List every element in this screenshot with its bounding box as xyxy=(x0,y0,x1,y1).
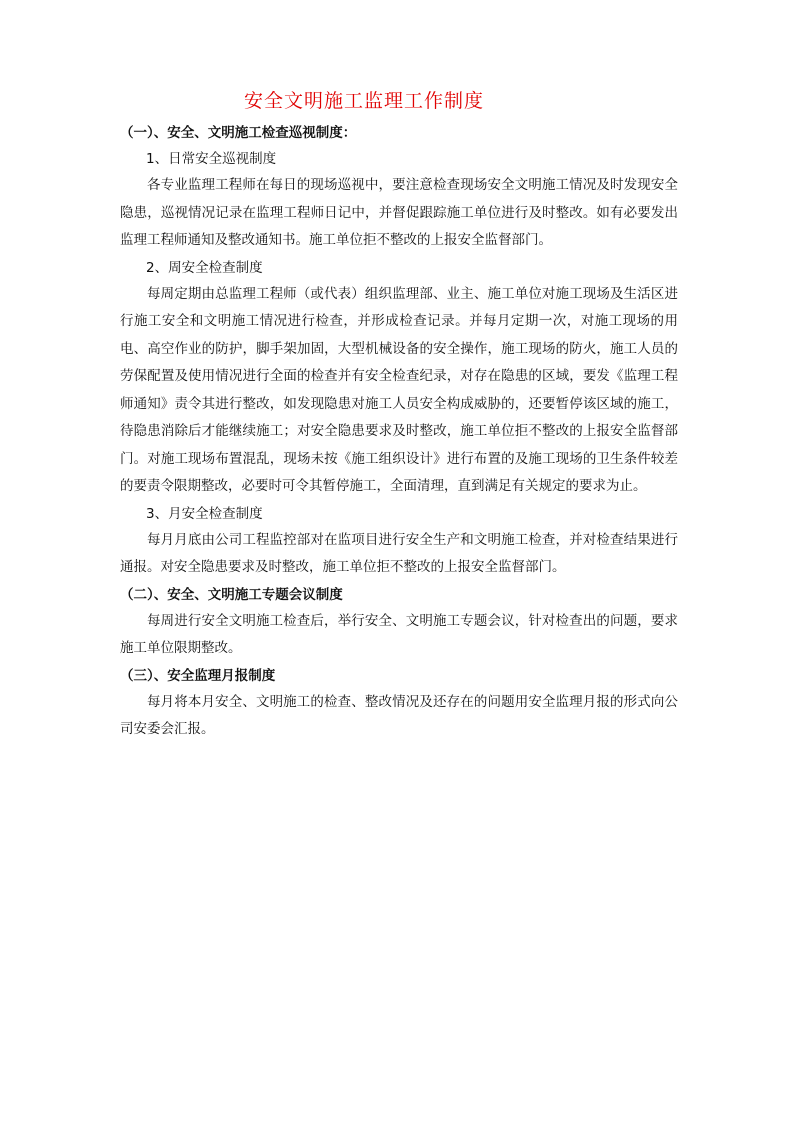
section-2-heading: （二）、安全、文明施工专题会议制度 xyxy=(120,586,343,603)
document-title: 安全文明施工监理工作制度 xyxy=(243,90,484,112)
subsection-3-heading: 3、月安全检查制度 xyxy=(146,505,263,522)
subsection-3-paragraph: 每月月底由公司工程监控部对在监项目进行安全生产和文明施工检查，并对检查结果进行通报。对安全隐患要求及时整改，施工单位拒不整改的上报安全监督部门。 xyxy=(120,531,678,575)
subsection-1-paragraph: 各专业监理工程师在每日的现场巡视中，要注意检查现场安全文明施工情况及时发现安全隐患，巡视情况记录在监理工程师日记中，并督促跟踪施工单位进行及时整改。如有必要发出监理工程师通知及整改通知书。施工单位拒不整改的上报安全监督部门。 xyxy=(120,177,678,248)
section-2-paragraph: 每周进行安全文明施工检查后，举行安全、文明施工专题会议，针对检查出的问题，要求施工单位限期整改。 xyxy=(120,612,678,656)
subsection-2-heading: 2、周安全检查制度 xyxy=(146,259,263,276)
document-body xyxy=(120,120,678,744)
subsection-2-paragraph: 每周定期由总监理工程师（或代表）组织监理部、业主、施工单位对施工现场及生活区进行施工安全和文明施工情况进行检查，并形成检查记录。并每月定期一次，对施工现场的用电、高空作业的防护，脚手架加固，大型机械设备的安全操作，施工现场的防火，施工人员的劳保配置及使用情况进行全面的检查并有安全检查纪录，对存在隐患的区域，要发《监理工程师通知》责令其进行整改，如发现隐患对施工人员安全构成威胁的，还要暂停该区域的施工，待隐患消除后才能继续施工；对安全隐患要求及时整改，施工单位拒不整改的上报安全监督部门。对施工现场布置混乱，现场未按《施工组织设计》进行布置的及施工现场的卫生条件较差的要责令限期整改，必要时可令其暂停施工，全面清理，直到满足有关规定的要求为止。 xyxy=(120,285,678,494)
section-3-heading: （三）、安全监理月报制度 xyxy=(120,667,276,684)
section-1-heading: （一）、安全、文明施工检查巡视制度： xyxy=(120,125,357,141)
section-3-paragraph: 每月将本月安全、文明施工的检查、整改情况及还存在的问题用安全监理月报的形式向公司安委会汇报。 xyxy=(120,693,678,737)
subsection-1-heading: 1、日常安全巡视制度 xyxy=(146,151,277,167)
